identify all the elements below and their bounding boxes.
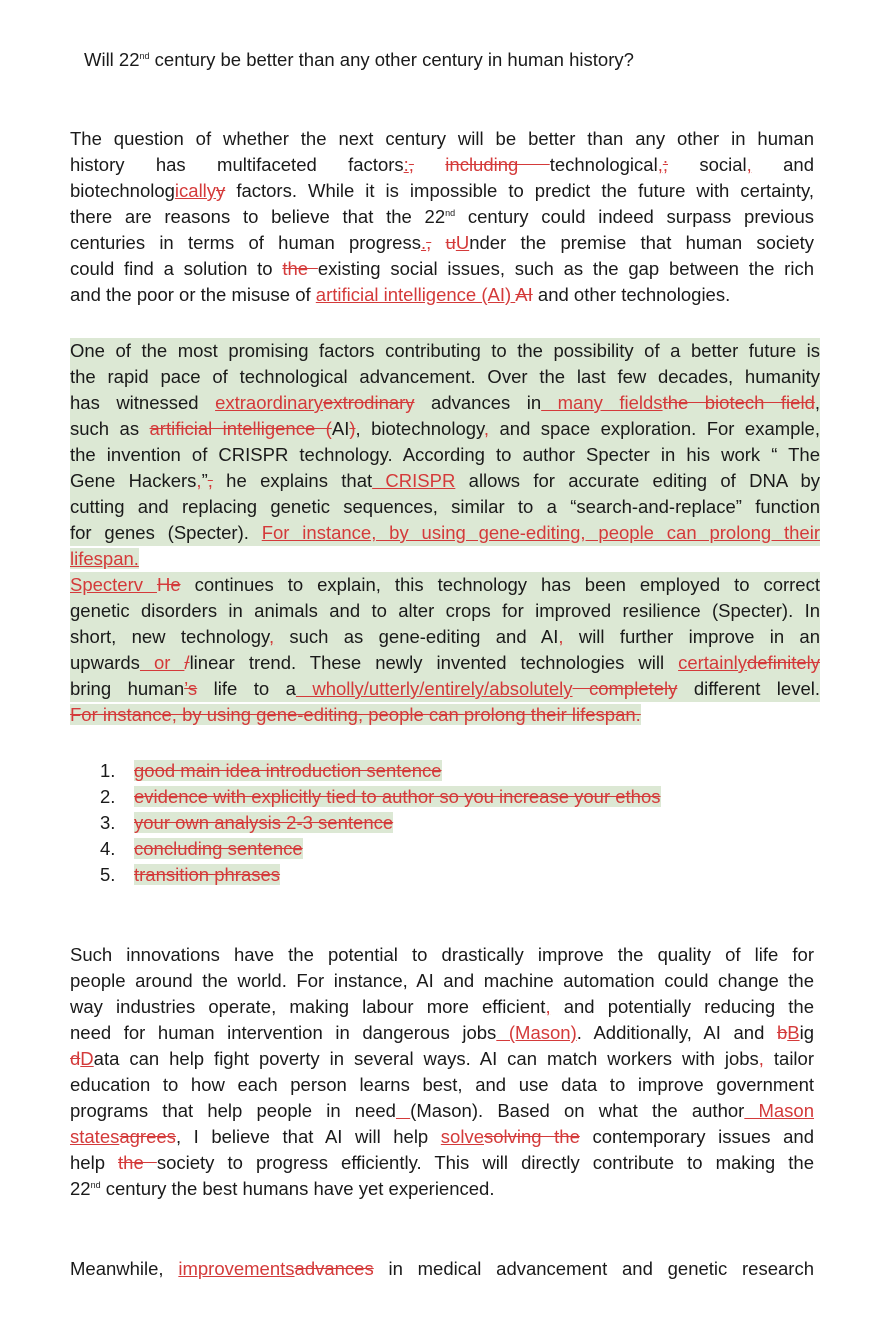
text-run: , — [746, 154, 752, 175]
text-run: centuries in terms of human progress — [70, 232, 421, 253]
text-line — [70, 390, 820, 416]
text-run: certainly — [678, 652, 747, 673]
text-line — [70, 572, 820, 598]
text-run: will further improve in an — [563, 626, 820, 647]
text-run: the biotech field — [662, 392, 815, 413]
text-run: need for human intervention in dangerous jobs — [70, 1022, 497, 1043]
essay-title — [84, 48, 634, 72]
text-run: life to a — [197, 678, 296, 699]
text-run: agrees — [119, 1126, 176, 1147]
text-line — [70, 468, 820, 494]
text-line — [70, 994, 814, 1020]
text-run: such as gene-editing and AI — [274, 626, 559, 647]
text-run: (Mason). Based on what the author — [410, 1100, 745, 1121]
text-run: The question of whether the next century will be better than any other in human — [70, 128, 814, 149]
text-run: solve — [440, 1126, 484, 1147]
text-run: Mason — [744, 1100, 815, 1121]
text-run: 22 — [70, 1178, 91, 1199]
text-line — [70, 1020, 814, 1046]
text-run: the rapid pace of technological advancement. Over the last few decades, humanity — [70, 366, 820, 387]
text-run: and other technologies. — [532, 284, 731, 305]
text-run: , — [426, 232, 432, 253]
text-run: artificial intelligence (AI) — [315, 284, 516, 305]
text-run: B — [787, 1022, 800, 1043]
text-run: Meanwhile, — [70, 1258, 179, 1279]
text-run: education to how each person learns best, and use data to improve government — [70, 1074, 814, 1095]
text-line — [70, 364, 820, 390]
text-run: solving the — [484, 1126, 580, 1147]
text-run: the invention of CRISPR technology. According to author Specter in his work “ The — [70, 444, 820, 465]
text-run: advances — [294, 1258, 374, 1279]
text-run: advances in — [414, 392, 542, 413]
text-run: good main idea introduction sentence — [134, 760, 442, 781]
text-run: there are reasons to believe that the 22 — [70, 206, 446, 227]
text-run: tailor — [763, 1048, 814, 1069]
text-run: . Additionally, AI and — [576, 1022, 777, 1043]
text-run: D — [80, 1048, 94, 1069]
numbered-list — [100, 758, 661, 888]
text-run: , — [657, 154, 663, 175]
text-run: d — [70, 1048, 81, 1069]
text-run: century be better than any other century in human history? — [149, 49, 634, 70]
text-run: linear trend. These newly invented technologies will — [189, 652, 679, 673]
text-run: help — [70, 1152, 119, 1173]
text-line — [70, 416, 820, 442]
text-run: / — [184, 652, 190, 673]
text-run: ) — [349, 418, 356, 439]
text-run: ; — [662, 154, 668, 175]
text-run: ’s — [184, 678, 198, 699]
text-run: For instance, by using gene-editing, people can prolong their lifespan. — [70, 704, 641, 725]
list-item — [100, 810, 661, 836]
text-run: programs that help people in need — [70, 1100, 396, 1121]
text-line — [70, 676, 820, 702]
text-run: , — [558, 626, 564, 647]
text-run: existing social issues, such as the gap between the rich — [317, 258, 814, 279]
text-run: U — [455, 232, 470, 253]
text-run: could find a solution to — [70, 258, 283, 279]
text-run: and — [751, 154, 814, 175]
text-line — [70, 178, 814, 204]
text-run: , — [814, 392, 820, 413]
text-line — [70, 1150, 814, 1176]
text-run: 3. — [100, 812, 116, 833]
text-run: AI — [515, 284, 533, 305]
text-run: upwards — [70, 652, 140, 673]
paragraph-4 — [70, 1256, 814, 1282]
list-item — [100, 784, 661, 810]
text-run: AI — [331, 418, 350, 439]
text-run: including — [445, 154, 550, 175]
text-run: nd — [445, 207, 456, 218]
text-run: Such innovations have the potential to drastically improve the quality of life for — [70, 944, 814, 965]
text-run: , I believe that AI will help — [175, 1126, 441, 1147]
text-run: he explains that — [212, 470, 373, 491]
text-run: short, new technology — [70, 626, 269, 647]
text-run: ” — [201, 470, 208, 491]
text-line — [70, 442, 820, 468]
text-run: transition phrases — [134, 864, 281, 885]
text-run: Gene Hackers — [70, 470, 197, 491]
text-run: improvements — [178, 1258, 295, 1279]
text-line — [70, 1098, 814, 1124]
text-line — [70, 204, 814, 230]
text-line — [70, 624, 820, 650]
text-run: extrodinary — [323, 392, 415, 413]
text-line — [70, 702, 820, 728]
text-line — [70, 1046, 814, 1072]
text-run: Will 22 — [84, 49, 140, 70]
text-run: CRISPR — [372, 470, 456, 491]
text-line — [70, 152, 814, 178]
text-run: , — [483, 418, 490, 439]
text-run: concluding sentence — [134, 838, 303, 859]
text-run: for genes (Specter). — [70, 522, 262, 543]
text-run: history has multifaceted factors — [70, 154, 404, 175]
text-run: completely — [572, 678, 678, 699]
text-run: genetic disorders in animals and to alter crops for improved resilience (Specter). In — [70, 600, 820, 621]
text-run: lifespan. — [70, 548, 139, 569]
text-run: (Mason) — [496, 1022, 577, 1043]
text-line — [70, 1124, 814, 1150]
list-item — [100, 862, 661, 888]
list-item — [100, 758, 661, 784]
text-run: , — [207, 470, 213, 491]
text-run: 1. — [100, 760, 116, 781]
text-run: , — [268, 626, 275, 647]
text-run: different level. — [677, 678, 820, 699]
text-run: b — [776, 1022, 788, 1043]
text-run — [431, 232, 445, 253]
text-run: social — [667, 154, 747, 175]
text-line — [70, 256, 814, 282]
text-run: biotechnolog — [70, 180, 175, 201]
text-line — [70, 520, 820, 546]
text-run: One of the most promising factors contributing to the possibility of a better future is — [70, 340, 820, 361]
text-run: many fields — [541, 392, 663, 413]
text-run: cutting and replacing genetic sequences, similar to a “search-and-replace” function — [70, 496, 820, 517]
text-run: society to progress efficiently. This will directly contribute to making the — [156, 1152, 814, 1173]
text-run: continues to explain, this technology has been employed to correct — [180, 574, 820, 595]
text-run: the — [118, 1152, 157, 1173]
text-line — [70, 1256, 814, 1282]
text-run: in medical advancement and genetic research — [373, 1258, 815, 1279]
text-run: , — [408, 154, 414, 175]
text-run: nd — [90, 1179, 101, 1190]
text-run: evidence with explicitly tied to author so you increase your ethos — [134, 786, 661, 807]
text-run: and potentially reducing the — [550, 996, 814, 1017]
text-run: 4. — [100, 838, 116, 859]
text-run: factors. While it is impossible to predict the future with certainty, — [225, 180, 814, 201]
text-run: : — [403, 154, 409, 175]
text-run: y — [216, 180, 226, 201]
text-line — [70, 598, 820, 624]
text-run: 2. — [100, 786, 116, 807]
text-run: and the poor or the misuse of — [70, 284, 316, 305]
text-line — [70, 494, 820, 520]
text-line — [70, 230, 814, 256]
text-run: , — [545, 996, 551, 1017]
text-run: bring human — [70, 678, 185, 699]
text-run: . — [420, 232, 427, 253]
text-run: , biotechnology — [355, 418, 484, 439]
paragraph-3 — [70, 942, 814, 1202]
text-run: He — [156, 574, 181, 595]
text-run: ata can help fight poverty in several ways. AI can match workers with jobs — [93, 1048, 759, 1069]
text-run: has witnessed — [70, 392, 216, 413]
text-line — [70, 282, 814, 308]
text-line — [70, 1072, 814, 1098]
text-run: contemporary issues and — [579, 1126, 814, 1147]
text-run: states — [70, 1126, 120, 1147]
text-run: or — [139, 652, 185, 673]
text-run: century the best humans have yet experienced. — [100, 1178, 495, 1199]
text-line — [70, 126, 814, 152]
text-run: such as — [70, 418, 150, 439]
text-run: 5. — [100, 864, 116, 885]
text-run: extraordinary — [215, 392, 324, 413]
text-run: , — [758, 1048, 764, 1069]
text-run: way industries operate, making labour more efficient — [70, 996, 546, 1017]
text-run: the — [282, 258, 318, 279]
text-run — [396, 1100, 410, 1121]
text-run: people around the world. For instance, AI and machine automation could change the — [70, 970, 814, 991]
text-line — [70, 968, 814, 994]
text-run: artificial intelligence ( — [149, 418, 332, 439]
text-run: your own analysis 2-3 sentence — [134, 812, 394, 833]
paragraph-1 — [70, 126, 814, 308]
text-line — [70, 546, 820, 572]
text-run: definitely — [746, 652, 820, 673]
text-line — [70, 942, 814, 968]
text-run: u — [445, 232, 456, 253]
paragraph-2-highlighted — [70, 338, 820, 728]
text-run: wholly/utterly/entirely/absolutely — [295, 678, 573, 699]
text-run: technological — [549, 154, 658, 175]
text-line — [70, 1176, 814, 1202]
text-run: ically — [174, 180, 217, 201]
text-run: nder the premise that human society — [469, 232, 815, 253]
text-run: Specterv — [70, 574, 157, 595]
text-line — [70, 338, 820, 364]
text-line — [70, 650, 820, 676]
text-run: ig — [799, 1022, 814, 1043]
text-run: and space exploration. For example, — [489, 418, 820, 439]
text-run: century could indeed surpass previous — [455, 206, 814, 227]
list-item — [100, 836, 661, 862]
text-run: nd — [139, 50, 150, 61]
text-run: For instance, by using gene-editing, people can prolong their — [261, 522, 820, 543]
text-run: , — [196, 470, 202, 491]
text-run: allows for accurate editing of DNA by — [455, 470, 820, 491]
